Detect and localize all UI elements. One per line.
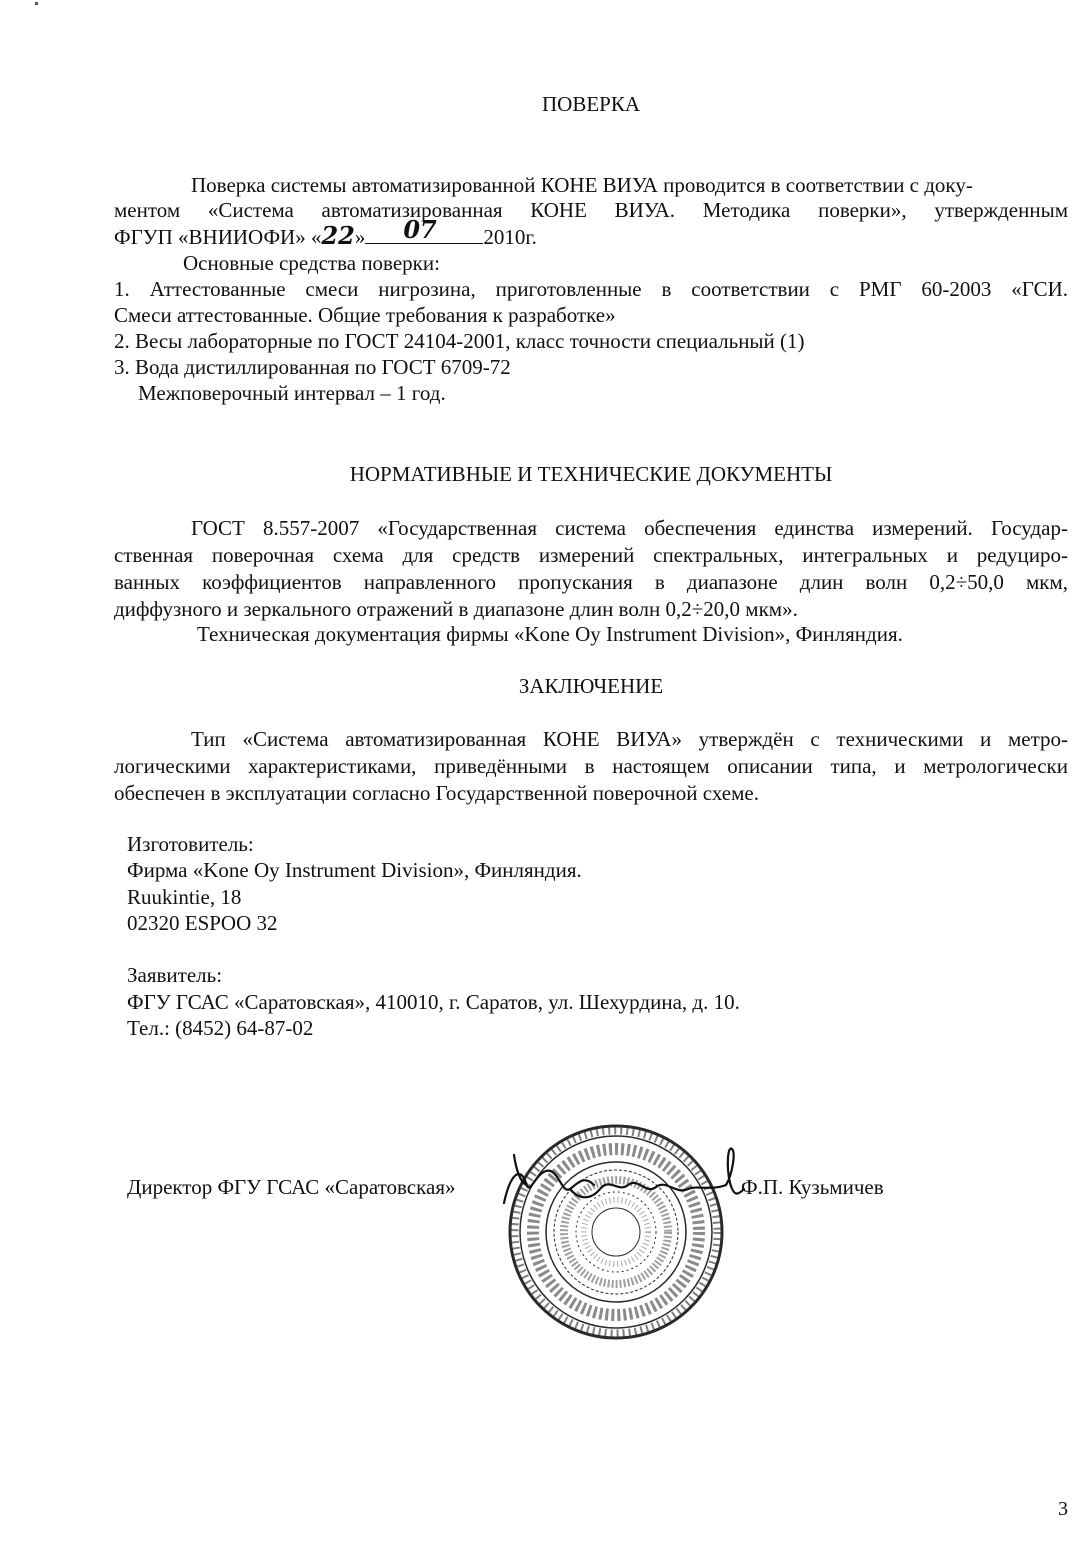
- signature-position: Директор ФГУ ГСАС «Саратовская»: [127, 1175, 456, 1199]
- handwritten-month: 07: [403, 215, 437, 244]
- means-item-2: 2. Весы лабораторные по ГОСТ 24104-2001, класс точности специальный (1): [114, 329, 805, 353]
- manufacturer-label: Изготовитель:: [127, 832, 254, 856]
- means-item-3: 3. Вода дистиллированная по ГОСТ 6709-72: [114, 355, 511, 379]
- normative-line-5: Техническая документация фирмы «Kone Oy Instrument Division», Финляндия.: [197, 622, 903, 646]
- means-item-1-line-2: Смеси аттестованные. Общие требования к разработке»: [114, 303, 616, 327]
- verification-line-3: [114, 215, 1068, 250]
- normative-line-1: ГОСТ 8.557-2007 «Государственная система обеспечения единства измерений. Государ-: [191, 516, 1068, 540]
- year-text: 2010г.: [483, 225, 537, 249]
- applicant-label: Заявитель:: [127, 963, 223, 987]
- page-number: 3: [1058, 1498, 1068, 1520]
- normative-line-3: ванных коэффициентов направленного пропускания в диапазоне длин волн 0,2÷50,0 мкм,: [114, 570, 1068, 594]
- director-signature: [500, 1145, 750, 1215]
- quote-close: »: [354, 225, 366, 249]
- scan-speck: [35, 2, 38, 5]
- normative-line-2: ственная поверочная схема для средств измерений спектральных, интегральных и редуциро-: [114, 543, 1068, 567]
- applicant-phone: Тел.: (8452) 64-87-02: [127, 1016, 314, 1040]
- conclusion-heading: ЗАКЛЮЧЕНИЕ: [518, 674, 664, 698]
- normative-line-4: диффузного и зеркального отражений в диапазоне длин волн 0,2÷20,0 мкм».: [114, 597, 798, 621]
- normative-heading: НОРМАТИВНЫЕ И ТЕХНИЧЕСКИЕ ДОКУМЕНТЫ: [349, 462, 833, 486]
- manufacturer-city: 02320 ESPOO 32: [127, 911, 278, 935]
- conclusion-line-1: Тип «Система автоматизированная КОНЕ ВИУА» утверждён с техническими и метро-: [191, 727, 1068, 751]
- verification-interval: Межповерочный интервал – 1 год.: [138, 381, 446, 405]
- means-item-1-line-1: 1. Аттестованные смеси нигрозина, приготовленные в соответствии с РМГ 60-2003 «ГСИ.: [114, 277, 1068, 301]
- handwritten-day: 22: [321, 221, 355, 250]
- manufacturer-name: Фирма «Kone Oy Instrument Division», Финляндия.: [127, 858, 582, 882]
- verification-heading: ПОВЕРКА: [541, 92, 641, 116]
- verification-line-2: ментом «Система автоматизированная КОНЕ ВИУА. Методика поверки», утвержденным: [114, 198, 1068, 222]
- signature-name: Ф.П. Кузьмичев: [741, 1175, 884, 1199]
- conclusion-line-3: обеспечен в эксплуатации согласно Государственной поверочной схеме.: [114, 781, 759, 805]
- month-blank: [365, 215, 483, 244]
- applicant-name: ФГУ ГСАС «Саратовская», 410010, г. Саратов, ул. Шехурдина, д. 10.: [127, 990, 740, 1014]
- vniiofi-prefix: ФГУП «ВНИИОФИ» «: [114, 225, 322, 249]
- conclusion-line-2: логическими характеристиками, приведёнными в настоящем описании типа, и метрологически: [114, 754, 1068, 778]
- verification-line-1: [114, 173, 1068, 198]
- means-heading: Основные средства поверки:: [183, 251, 440, 275]
- verification-paragraph: [114, 173, 1068, 198]
- manufacturer-street: Ruukintie, 18: [127, 885, 242, 909]
- verification-line-1-text: Поверка системы автоматизированной КОНЕ ВИУА проводится в соответствии с доку-: [191, 173, 973, 197]
